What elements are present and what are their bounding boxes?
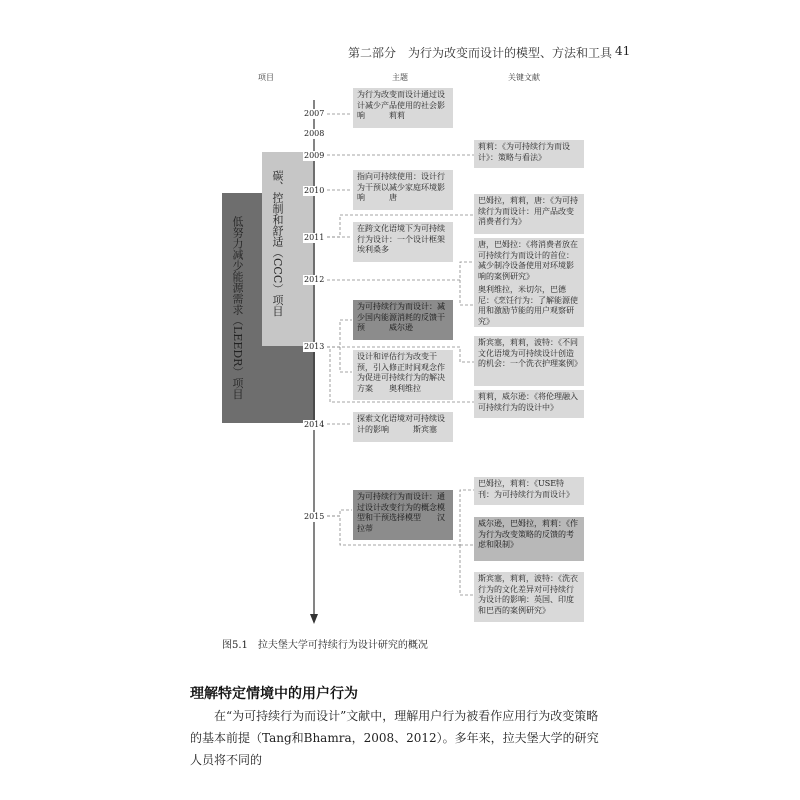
column-topic: 主题 — [392, 73, 408, 82]
year-2015: 2015 — [304, 512, 325, 521]
year-2010: 2010 — [304, 186, 325, 195]
body-paragraph: 在“为可持续行为而设计”文献中，理解用户行为被看作应用行为改变策略的基本前提（Tang和Bhamra，2008、2012）。多年来，拉夫堡大学的研究人员将不同的 — [190, 709, 599, 767]
topic-box: 为可持续行为而设计：减少国内能源消耗的反馈干预 威尔逊 — [353, 300, 453, 340]
topic-box: 探索文化语境对可持续设计的影响 斯宾塞 — [353, 412, 453, 442]
column-refs: 关键文献 — [508, 73, 540, 82]
ref-box: 威尔逊，巴姆拉，莉莉：《作为行为改变策略的反馈的考虑和限制》 — [474, 517, 584, 561]
ref-box: 巴姆拉，莉莉，唐：《为可持续行为而设计：用产品改变消费者行为》 — [474, 194, 584, 234]
ref-box: 斯宾塞，莉莉，波特：《不同文化语境为可持续设计创造的机会：一个洗衣护理案例》 — [474, 336, 584, 386]
ccc-label: 碳、控制和舒适（CCC）项目 — [271, 170, 284, 317]
year-2011: 2011 — [304, 233, 325, 242]
running-header: 第二部分 为行为改变而设计的模型、方法和工具 — [347, 46, 612, 60]
year-2012: 2012 — [304, 275, 325, 284]
leedr-label: 低努力减少能源需求（LEEDR）项目 — [231, 216, 244, 400]
topic-box: 在跨文化语境下为可持续行为设计：一个设计框架 埃利桑多 — [353, 222, 453, 262]
ref-box: 奥利维拉，米切尔，巴德尼：《烹饪行为：了解能源使用和激励节能的用户观察研究》 — [474, 283, 584, 327]
year-2014: 2014 — [304, 420, 325, 429]
year-2013: 2013 — [304, 342, 325, 351]
ref-box: 唐，巴姆拉：《将消费者放在可持续行为而设计的首位：减少制冷设备使用对环境影响的案例研究》 — [474, 238, 584, 288]
topic-box: 设计和评估行为改变干预，引入修正时间观念作为促进可持续行为的解决方案 奥利维拉 — [353, 350, 453, 400]
year-2007: 2007 — [304, 109, 325, 118]
topic-box: 指向可持续使用：设计行为干预以减少家庭环境影响 唐 — [353, 170, 453, 210]
figure-caption: 图5.1 拉夫堡大学可持续行为设计研究的概况 — [222, 640, 428, 651]
year-2009: 2009 — [304, 151, 325, 160]
column-project: 项目 — [258, 73, 274, 82]
ref-box: 莉莉，威尔逊：《将伦理融入可持续行为的设计中》 — [474, 390, 584, 418]
topic-box: 为可持续行为而设计：通过设计改变行为的概念模型和干预选择模型 汉拉蒂 — [353, 490, 453, 540]
ref-box: 巴姆拉，莉莉：《USE特刊：为可持续行为而设计》 — [474, 477, 584, 505]
section-title: 理解特定情境中的用户行为 — [190, 686, 358, 702]
year-2008: 2008 — [304, 129, 325, 138]
topic-box: 为行为改变而设计通过设计减少产品使用的社会影响 莉莉 — [353, 88, 453, 128]
ref-box: 莉莉：《为可持续行为而设计》：策略与看法》 — [474, 140, 584, 168]
ref-box: 斯宾塞，莉莉，波特：《洗衣行为的文化差异对可持续行为设计的影响：英国、印度和巴西的案例研究》 — [474, 572, 584, 622]
page-number: 41 — [615, 44, 631, 58]
